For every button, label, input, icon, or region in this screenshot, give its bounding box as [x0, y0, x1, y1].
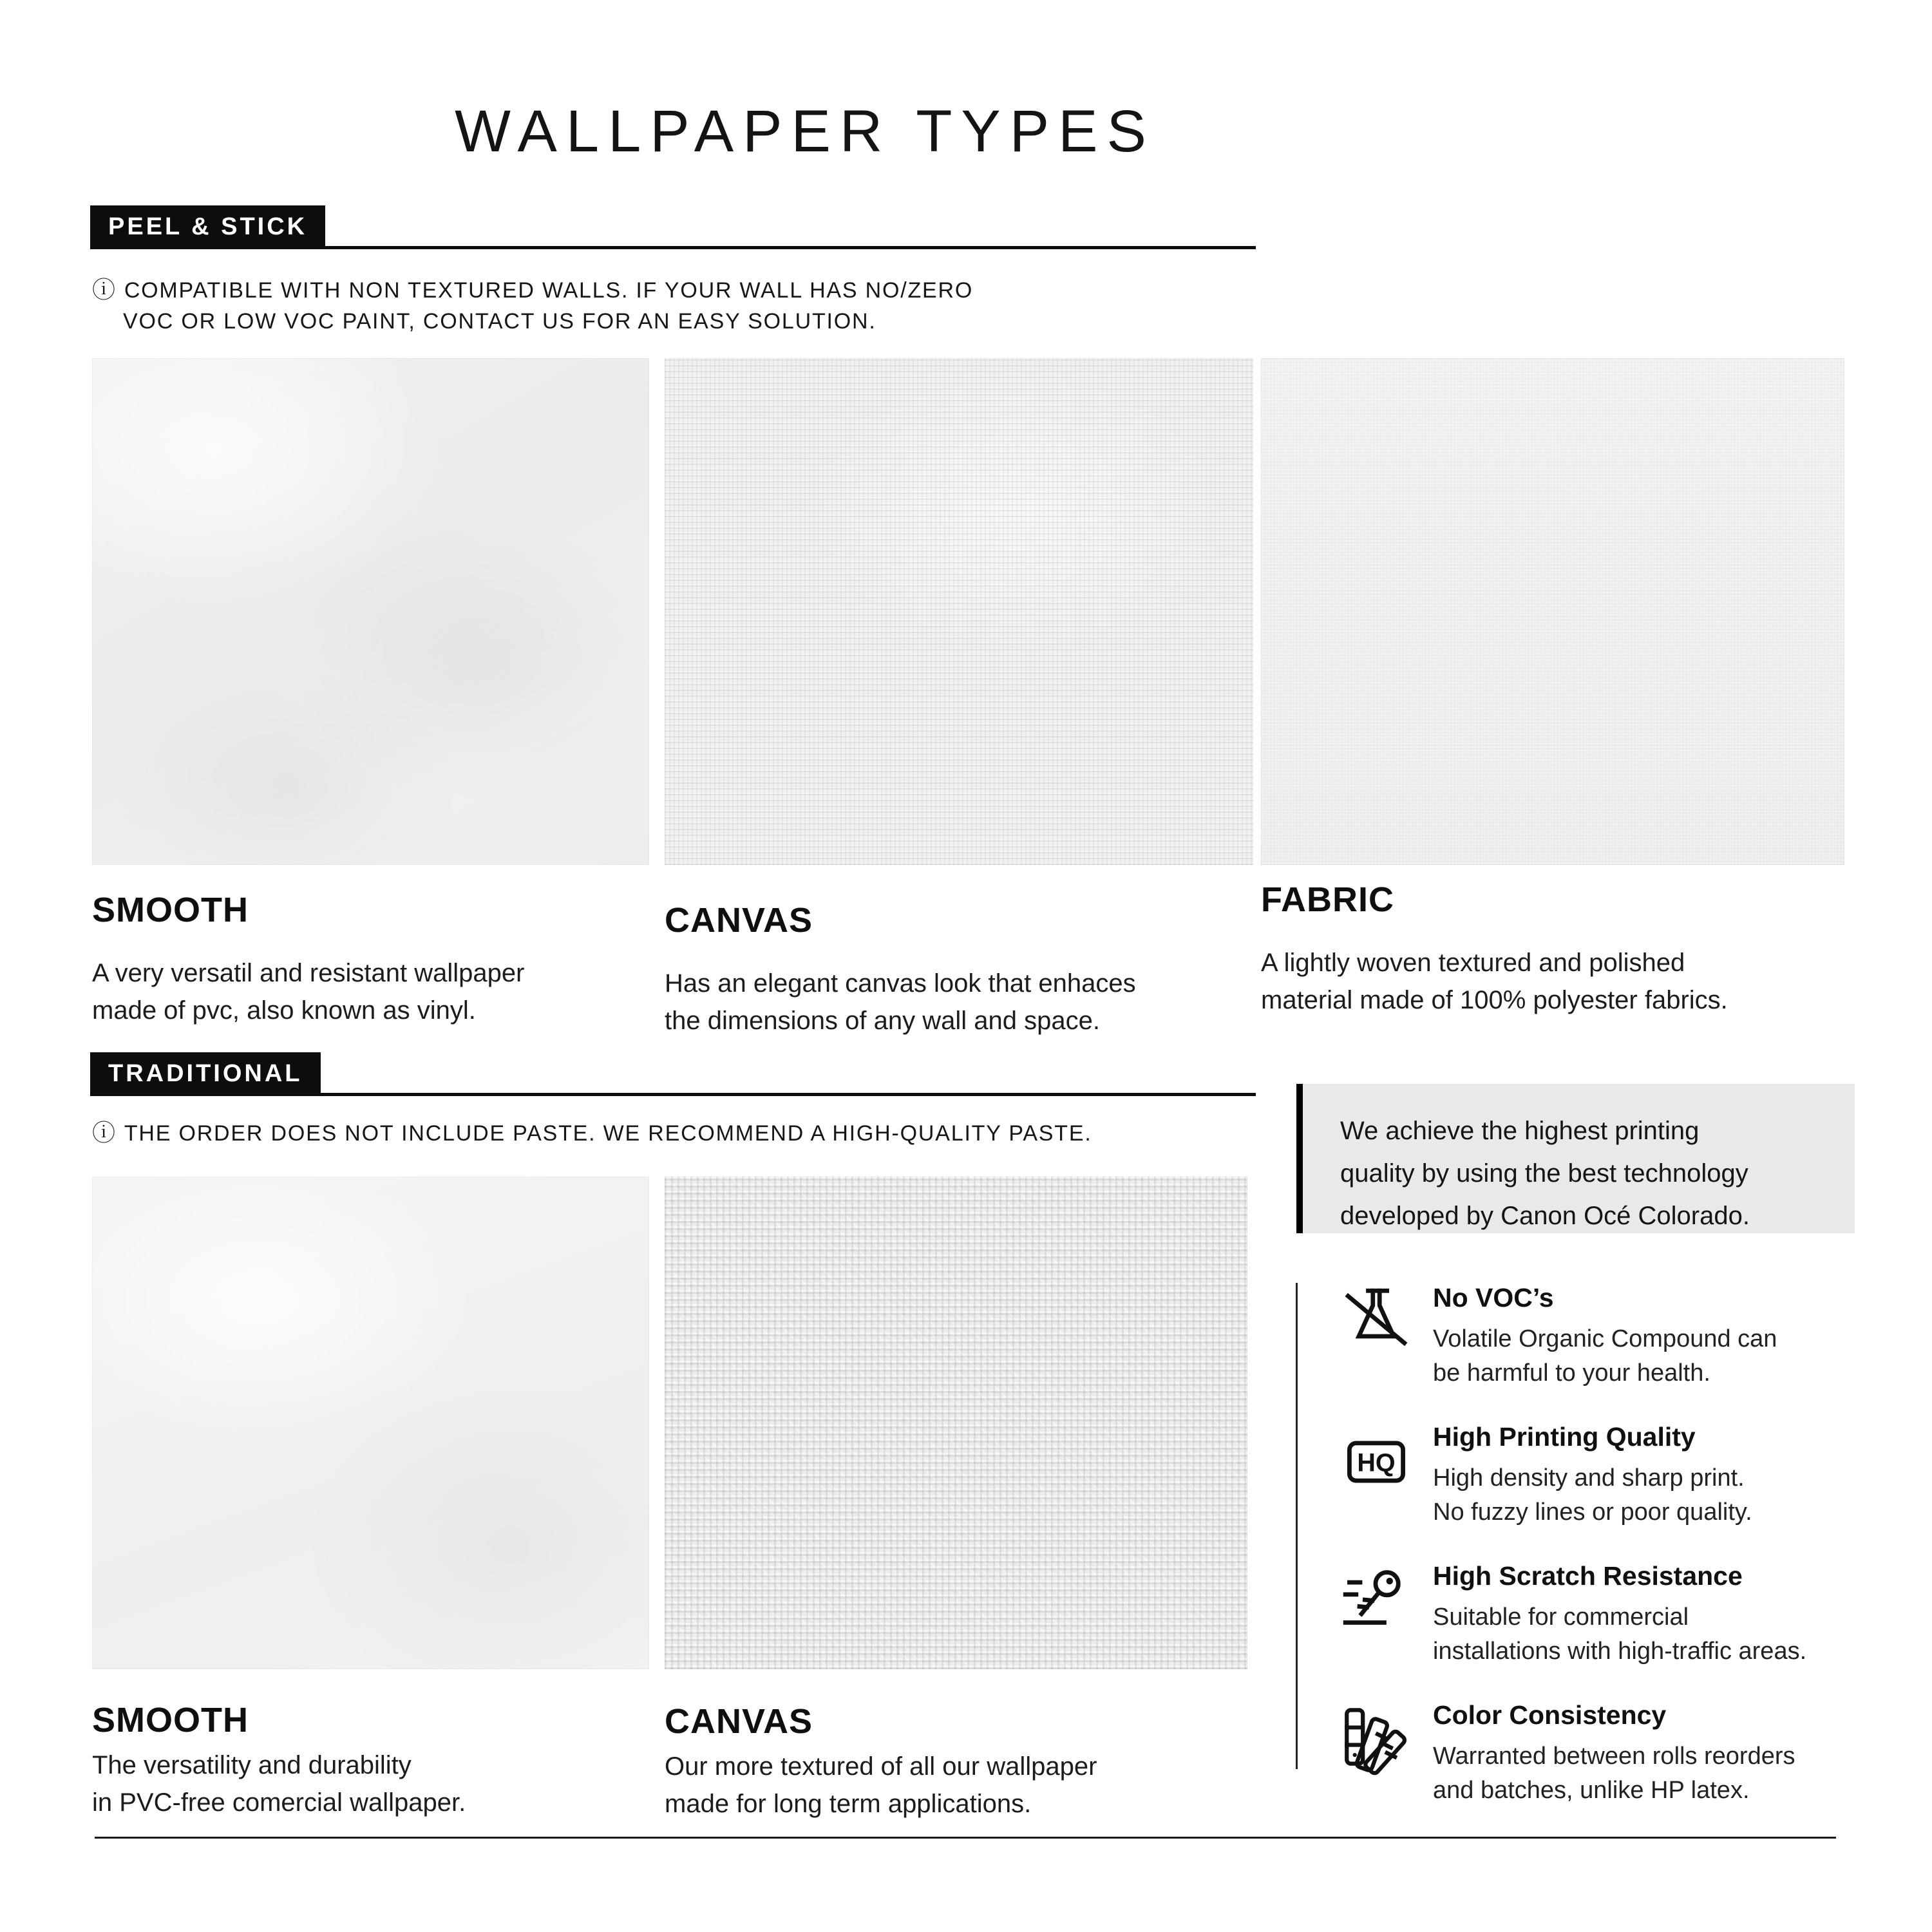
section-label-traditional: TRADITIONAL — [90, 1052, 321, 1095]
desc-line: The versatility and durability — [92, 1751, 412, 1779]
swatch-name-fabric: FABRIC — [1261, 880, 1394, 919]
desc-line: in PVC-free comercial wallpaper. — [92, 1788, 466, 1817]
traditional-note — [92, 1117, 1092, 1149]
desc-line: material made of 100% polyester fabrics. — [1261, 986, 1728, 1014]
swatch-desc-smooth-traditional — [92, 1747, 466, 1821]
note-text: THE ORDER DOES NOT INCLUDE PASTE. WE RECOMMEND A HIGH-QUALITY PASTE. — [124, 1121, 1092, 1146]
swatch-desc-smooth — [92, 954, 524, 1029]
feature-desc — [1433, 1739, 1795, 1808]
smooth-texture-sample-traditional — [92, 1177, 649, 1669]
swatch-desc-canvas-traditional — [665, 1748, 1097, 1823]
smooth-texture-sample-peel-stick — [92, 358, 649, 865]
color-swatches-icon — [1343, 1703, 1410, 1774]
page-title: WALLPAPER TYPES — [455, 99, 1155, 164]
key-icon — [1343, 1564, 1410, 1634]
feature-title: No VOC’s — [1433, 1283, 1554, 1312]
section-header-traditional — [90, 1052, 321, 1095]
canvas-texture-sample-peel-stick — [665, 358, 1253, 865]
desc-line: Has an elegant canvas look that enhaces — [665, 969, 1136, 998]
feature-desc — [1433, 1461, 1752, 1530]
desc-line: A very versatil and resistant wallpaper — [92, 959, 525, 987]
note-line-2: VOC OR LOW VOC PAINT, CONTACT US FOR AN EASY SOLUTION. — [123, 309, 876, 334]
swatch-name-smooth-traditional: SMOOTH — [92, 1701, 249, 1739]
quality-note-line: developed by Canon Océ Colorado. — [1340, 1202, 1750, 1230]
desc-line: Suitable for commercial — [1433, 1604, 1689, 1631]
bottom-divider-rule — [95, 1837, 1836, 1839]
hq-badge-icon — [1343, 1428, 1410, 1499]
desc-line: be harmful to your health. — [1433, 1359, 1710, 1387]
fabric-texture-sample — [1261, 358, 1844, 865]
printing-quality-note-box — [1296, 1084, 1855, 1233]
feature-title: High Scratch Resistance — [1433, 1561, 1743, 1591]
desc-line: the dimensions of any wall and space. — [665, 1007, 1100, 1035]
swatch-desc-canvas — [665, 965, 1136, 1039]
desc-line: Our more textured of all our wallpaper — [665, 1752, 1097, 1781]
desc-line: Volatile Organic Compound can — [1433, 1325, 1777, 1352]
printing-quality-note — [1340, 1110, 1750, 1237]
swatch-name-canvas: CANVAS — [665, 901, 813, 940]
feature-item-color-consistency — [1433, 1700, 1795, 1808]
section-underline-traditional — [90, 1093, 1256, 1096]
feature-item-no-voc — [1433, 1283, 1777, 1390]
feature-item-high-printing-quality — [1433, 1422, 1752, 1530]
info-icon: ⓘ — [92, 276, 117, 303]
feature-desc — [1433, 1600, 1806, 1669]
swatch-name-smooth: SMOOTH — [92, 891, 249, 929]
desc-line: Warranted between rolls reorders — [1433, 1743, 1795, 1770]
feature-list-divider — [1296, 1283, 1298, 1769]
desc-line: installations with high-traffic areas. — [1433, 1638, 1807, 1665]
info-icon: ⓘ — [92, 1119, 117, 1146]
note-text: COMPATIBLE WITH NON TEXTURED WALLS. IF YOUR WALL HAS NO/ZERO — [124, 278, 974, 303]
desc-line: No fuzzy lines or poor quality. — [1433, 1499, 1752, 1526]
peel-stick-note — [92, 274, 973, 337]
feature-title: High Printing Quality — [1433, 1422, 1696, 1452]
desc-line: and batches, unlike HP latex. — [1433, 1777, 1750, 1804]
hq-badge-text: HQ — [1357, 1448, 1396, 1477]
note-line-1 — [92, 274, 973, 306]
quality-note-line: We achieve the highest printing — [1340, 1117, 1700, 1145]
section-label-peel-stick: PEEL & STICK — [90, 205, 325, 248]
desc-line: A lightly woven textured and polished — [1261, 949, 1685, 977]
desc-line: made for long term applications. — [665, 1790, 1032, 1818]
quality-note-line: quality by using the best technology — [1340, 1159, 1748, 1188]
feature-title: Color Consistency — [1433, 1700, 1667, 1730]
feature-item-scratch-resistance — [1433, 1561, 1806, 1669]
desc-line: made of pvc, also known as vinyl. — [92, 996, 476, 1025]
swatch-desc-fabric — [1261, 944, 1728, 1019]
no-voc-flask-icon — [1343, 1287, 1410, 1357]
swatch-name-canvas-traditional: CANVAS — [665, 1702, 813, 1741]
canvas-texture-sample-traditional — [665, 1177, 1247, 1669]
section-header-peel-stick — [90, 205, 325, 248]
feature-desc — [1433, 1322, 1777, 1390]
note-line-1 — [92, 1117, 1092, 1149]
section-underline-peel-stick — [90, 246, 1256, 249]
desc-line: High density and sharp print. — [1433, 1464, 1745, 1492]
